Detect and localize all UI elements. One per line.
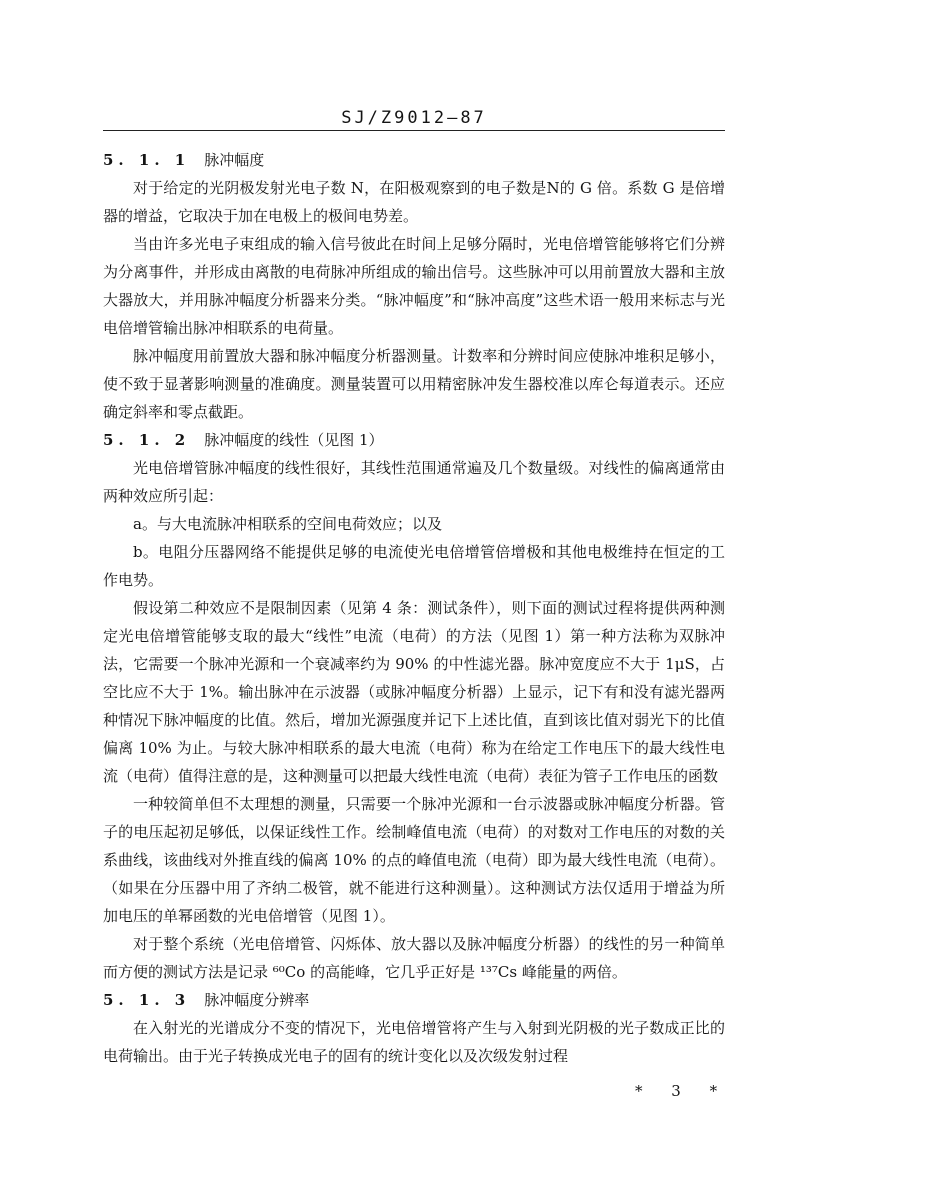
- section-number: 5. 1. 2: [103, 431, 191, 449]
- header-rule: [103, 130, 725, 131]
- section-title: 脉冲幅度分辨率: [204, 991, 310, 1009]
- section-title: 脉冲幅度的线性（见图 1）: [204, 431, 384, 449]
- section-number: 5. 1. 1: [103, 151, 191, 169]
- paragraph: 光电倍增管脉冲幅度的线性很好，其线性范围通常遍及几个数量级。对线性的偏离通常由两种效应所引起：: [103, 459, 725, 505]
- paragraph: 对于给定的光阴极发射光电子数 N，在阳极观察到的电子数是N的 G 倍。系数 G 是倍增器的增益，它取决于加在电极上的极间电势差。: [103, 179, 725, 225]
- paragraph: 一种较简单但不太理想的测量，只需要一个脉冲光源和一台示波器或脉冲幅度分析器。管子的电压起初足够低，以保证线性工作。绘制峰值电流（电荷）的对数对工作电压的对数的关系曲线，该曲线对外推直线的偏离 10% 的点的峰值电流（电荷）即为最大线性电流（电荷）。（如果在分压器中用了齐纳二极管，就不能进行这种测量）。这种测试方法仅适用于增益为所加电压的单幂函数的光电倍增管（见图 1）。: [103, 795, 725, 925]
- page-number: * 3 *: [635, 1082, 730, 1100]
- paragraph: 假设第二种效应不是限制因素（见第 4 条：测试条件），则下面的测试过程将提供两种测定光电倍增管能够支取的最大“线性”电流（电荷）的方法（见图 1）第一种方法称为双脉冲法，它需要一个脉冲光源和一个衰减率约为 90% 的中性滤光器。脉冲宽度应不大于 1μS，占空比应不大于 1%。输出脉冲在示波器（或脉冲幅度分析器）上显示，记下有和没有滤光器两种情况下脉冲幅度的比值。然后，增加光源强度并记下上述比值，直到该比值对弱光下的比值偏离 10% 为止。与较大脉冲相联系的最大电流（电荷）称为在给定工作电压下的最大线性电流（电荷）值得注意的是，这种测量可以把最大线性电流（电荷）表征为管子工作电压的函数: [103, 599, 725, 785]
- document-code-header: SJ/Z9012—87: [341, 108, 487, 128]
- paragraph: 在入射光的光谱成分不变的情况下，光电倍增管将产生与入射到光阴极的光子数成正比的电荷输出。由于光子转换成光电子的固有的统计变化以及次级发射过程: [103, 1019, 725, 1065]
- section-heading-5-1-1: [103, 146, 725, 174]
- section-number: 5. 1. 3: [103, 991, 191, 1009]
- section-heading-5-1-3: [103, 986, 725, 1014]
- page-body: [103, 146, 725, 1070]
- list-item-a: a。与大电流脉冲相联系的空间电荷效应；以及: [133, 515, 442, 533]
- paragraph: 对于整个系统（光电倍增管、闪烁体、放大器以及脉冲幅度分析器）的线性的另一种简单而方便的测试方法是记录 ⁶⁰Co 的高能峰，它几乎正好是 ¹³⁷Cs 峰能量的两倍。: [103, 935, 725, 981]
- list-item-b: b。电阻分压器网络不能提供足够的电流使光电倍增管倍增极和其他电极维持在恒定的工作电势。: [103, 543, 725, 589]
- section-title: 脉冲幅度: [204, 151, 265, 169]
- section-heading-5-1-2: [103, 426, 725, 454]
- paragraph: 当由许多光电子束组成的输入信号彼此在时间上足够分隔时，光电倍增管能够将它们分辨为分离事件，并形成由离散的电荷脉冲所组成的输出信号。这些脉冲可以用前置放大器和主放大器放大，并用脉冲幅度分析器来分类。“脉冲幅度”和“脉冲高度”这些术语一般用来标志与光电倍增管输出脉冲相联系的电荷量。: [103, 235, 725, 337]
- paragraph: 脉冲幅度用前置放大器和脉冲幅度分析器测量。计数率和分辨时间应使脉冲堆积足够小，使不致于显著影响测量的准确度。测量装置可以用精密脉冲发生器校准以库仑每道表示。还应确定斜率和零点截距。: [103, 347, 725, 421]
